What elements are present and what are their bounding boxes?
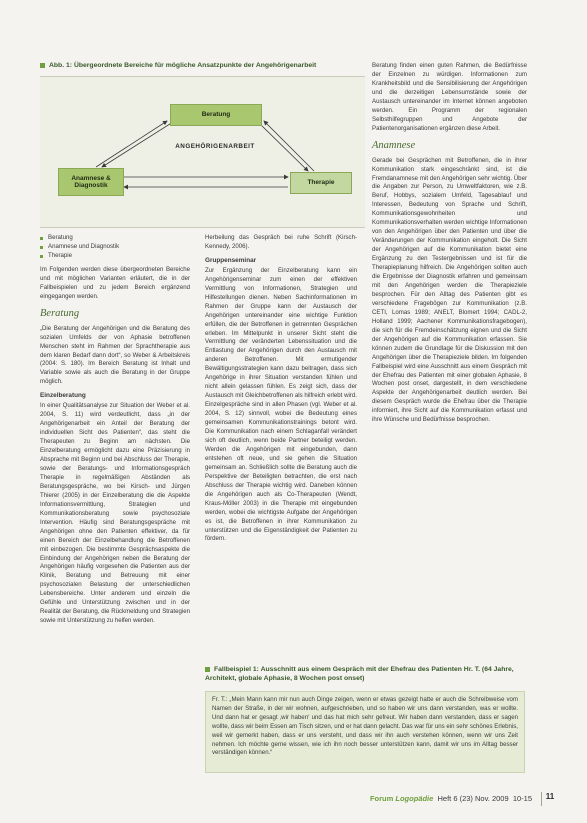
caption-square-icon: [40, 63, 45, 68]
figure-diagram: [40, 76, 365, 228]
case-box: [205, 691, 525, 773]
journal-issue: Heft 6 (23) Nov. 2009: [437, 794, 509, 803]
center-label: ANGEHÖRIGENARBEIT: [175, 143, 255, 150]
right-intro-paragraph: Beratung finden einen guten Rahmen, die Bedürfnisse der Einzelnen zu würdigen. Informationen zum Krankheitsbild und die Sensibilisierung der Angehörigen und die derzeitigen Lebensumstände sowie der Austausch untereinander im Internet können angeboten werden. Ein Programm der regionalen Selbsthilfegruppen und Angebote der Patientenorganisationen ergänzen diese Arbeit.: [372, 62, 527, 132]
heading-einzelberatung: Einzelberatung: [40, 392, 86, 400]
bullet-item: Therapie: [40, 252, 190, 261]
middle-column: [205, 234, 357, 544]
node-beratung: Beratung: [170, 104, 262, 126]
anamnese-paragraph: Gerade bei Gesprächen mit Betroffenen, die in ihrer Kommunikation stark eingeschränkt sind, ist die Fremdanamnese mit den Angehörigen sehr wichtig. Über die Angaben zur Person, zu Umweltfaktoren, wie z.B. Beruf, Hobbys, sozialem Umfeld, Tagesablauf und Interessen, Bedeutung von Sprache und Schrift, Kommunikationsgewohnheiten und Kommunikationsverhalten werden wichtige Informationen von den Angehörigen über den Patienten und über die Veränderungen der Kommunikation eingeholt. Die Sicht der Angehörigen auf die Kommunikation bietet eine Ergänzung zu den Testergebnissen und ist für die Therapieplanung hilfreich. Die Angehörigen sollten auch die Ergebnisse der Diagnostik erfahren und gemeinsam mit den Angehörigen werden die Therapieziele besprochen. Für den Alltag des Patienten gibt es verschiedene Fragebögen zur Kommunikation (z.B. CETI, Lomas 1989; ANELT, Blomert 1994; CADL-2, Holland 1999; Aachener Kommunikationsfragebogen), die sich für die Fremdeinschätzung eignen und die Sicht der Angehörigen auf die Kommunikation erfassen. Sie können zudem die Grundlage für die Diskussion mit den Angehörigen über die Therapieziele bilden. Im folgenden Fallbeispiel wird eine Ausschnitt aus einem Gespräch mit der Ehefrau des Patienten mit einer globalen Aphasie, 8 Wochen post onset, dargestellt, in dem verschiedene Aspekte der Angehörigenarbeit deutlich werden. Bei diesem Gespräch wurde die Ehefrau über die Therapie informiert, ihre Sicht auf die Kommunikation erfasst und ihre Wünsche und Bedürfnisse besprochen.: [372, 156, 527, 424]
journal-prefix: Forum: [369, 794, 394, 803]
beratung-paragraph: „Die Beratung der Angehörigen und die Beratung des sozialen Umfelds der von Aphasie betroffenen Menschen steht im Rahmen der Sprachtherapie aus dem klaren Bedarf dann dort“, so Weber & Arbeitskreis (2004: S. 180). Im Bereich Beratung ist Inhalt und Variable sowie als auch die Beratung in der Gruppe möglich.: [40, 324, 190, 386]
figure-caption-text: Übergeordnete Bereiche für mögliche Ansatzpunkte der Angehörigenarbeit: [73, 62, 317, 69]
arrow-therapie-beratung: [264, 121, 314, 171]
node-therapie: Therapie: [290, 172, 352, 194]
left-column: [40, 234, 190, 626]
journal-pages: 10-15: [512, 794, 532, 803]
intro-paragraph: Im Folgenden werden diese übergeordneten Bereiche und mit möglichen Varianten erläutert, die in der Fallbeispielen und zu jedem Bereich ergänzend eingegangen werden.: [40, 265, 190, 300]
right-column: [372, 62, 527, 425]
arrow-anamnese-beratung: [96, 121, 167, 167]
heading-beratung: Beratung: [40, 307, 80, 319]
case-square-icon: [205, 667, 210, 672]
gruppenseminar-paragraph: Zur Ergänzung der Einzelberatung kann ein Angehörigenseminar zum einen der effektiven Vermittlung von Informationen, Strategien und Hilfestellungen dienen. Neben Sachinformationen im Rahmen der Gruppe kann der Austausch der Angehörigen untereinander eine wichtige Funktion erfüllen, die der Betroffenen in getrennten Gesprächen erleben. Im Mittelpunkt in unserer Sicht steht die Vermittlung der veränderten Lebenssituation und die Entlastung der Angehörigen durch den Austausch mit anderen Betroffenen. Mit ermutigender Bewältigungsstrategien kann dazu beitragen, dass sich Angehörige in ihrer Situation verstanden fühlen und nicht allein gelassen fühlen. Es zeigt sich, dass der Austausch mit Gleichbetroffenen als hilfreich erlebt wird. Einzelgespräche sind in allen Phasen (vgl. Weber et al. 2004, S. 12) sinnvoll, wobei die Bedeutung eines gemeinsamen Kommunikationstrainings betont wird. Die Kommunikation nach einem Schlaganfall verändert sich oft deutlich, wenn beide Partner beteiligt werden. Werden die Angehörigen mit eingebunden, dann entstehen oft neue, und sie gehen die Situation gemeinsam an. Schließlich sollte die Beratung auch die Perspektive der Beteiligten betrachten, die erst nach Abschluss der Therapie wichtig wird. Daneben können die Angehörigen auch als Co-Therapeuten (Wendt, Kraus-Möller 2003) in die Therapie mit eingebunden werden, wobei die wichtigste Aufgabe der Angehörigen es ist, die Betroffenen in ihrer Kommunikation zu unterstützen und die Eigenständigkeit der Patienten zu fördern.: [205, 266, 357, 543]
case-title-text: Ausschnitt aus einem Gespräch mit der Ehefrau des Patienten Hr. T. (64 Jahre, Architekt, globale Aphasie, 8 Wochen post onset): [205, 666, 514, 682]
page-footer: [300, 794, 532, 806]
heading-gruppenseminar: Gruppenseminar: [205, 256, 257, 264]
figure-caption-prefix: Abb. 1:: [49, 62, 73, 69]
case-text: Fr. T.: „Mein Mann kann mir nun auch Dinge zeigen, wenn er etwas gezeigt hatte er auch die Schreibweise vom Namen der Straße, in der wir wohnen, aufgeschrieben, und so haben wir uns dann verstanden, was er wollte. Und dann hat er gesagt ‚wir haben‘ und das hat mich sehr gefreut. Wir haben dann verstanden, dass er sagen wollte, dass wir beim Essen am Tisch sitzen, und er hat dann gelacht. Das war für uns ein sehr schönes Erlebnis, weil wir gemerkt haben, dass er uns versteht, und dass wir ihn auch verstehen können, wenn wir uns Zeit nehmen. Ich möchte gerne wissen, wie ich ihn noch besser unterstützen kann, damit wir uns im Alltag besser verständigen können.“: [212, 696, 518, 757]
einzelberatung-paragraph: In einer Qualitätsanalyse zur Situation der Weber et al. 2004, S. 11) wird verdeutlicht, dass „in der Angehörigenarbeit ein Anteil der Beratung der individuellen Sicht des Patienten“, das steht die Therapeuten zu Beginn am nächsten. Die Einzelberatung ermöglicht dazu eine Präzisierung in Absprache mit Beginn und bei Abschluss der Therapie, sowie der Beratungs- und Informationsgespräch Therapie in regelmäßigen Abständen als Beratungsgespräche, wo bei Kirsch- und Jürgen Thierer (2005) in der Einzelberatung die die Aspekte Informationsvermittlung, Strategien und Kommunikationsberatung sowie psychosoziale Intervention. Häufig sind Beratungsgespräche mit Angehörigen ohne den Patienten effektiver, da für einen Bereich der Einzelbehandlung die Betroffenen mit einbezogen. Die bestimmte Gesprächsaspekte die Einbindung der Angehörigen neben die Beratung der Angehörigen häufig vorgesehen die Patienten aus der Klinik, Beratung und Betreuung mit einer psychosozialen Belastung der unterschiedlichen Lebensbereiche. Unter anderem und einzeln die Gefühle und Unterstützung zwischen und in der Realität der Beratung, die Rückmeldung und Strategien sowie mit Unterstützung zu helfen werden.: [40, 402, 190, 625]
heading-anamnese: Anamnese: [372, 139, 416, 151]
bullet-item: Beratung: [40, 234, 190, 243]
journal-name: Logopädie: [395, 794, 434, 803]
middle-intro-paragraph: Herbeilung das Gespräch bei ruhe Schrift (Kirsch-Kennedy, 2006).: [205, 234, 357, 250]
diagram-arrows: [40, 77, 365, 227]
bullet-item: Anamnese und Diagnostik: [40, 243, 190, 252]
case-prefix: Fallbeispiel 1:: [214, 666, 259, 673]
case-title: [205, 665, 530, 683]
node-anamnese: Anamnese & Diagnostik: [58, 168, 124, 196]
bullet-list: [40, 234, 190, 261]
figure-caption: [40, 62, 370, 70]
page-number: 11: [541, 792, 558, 806]
